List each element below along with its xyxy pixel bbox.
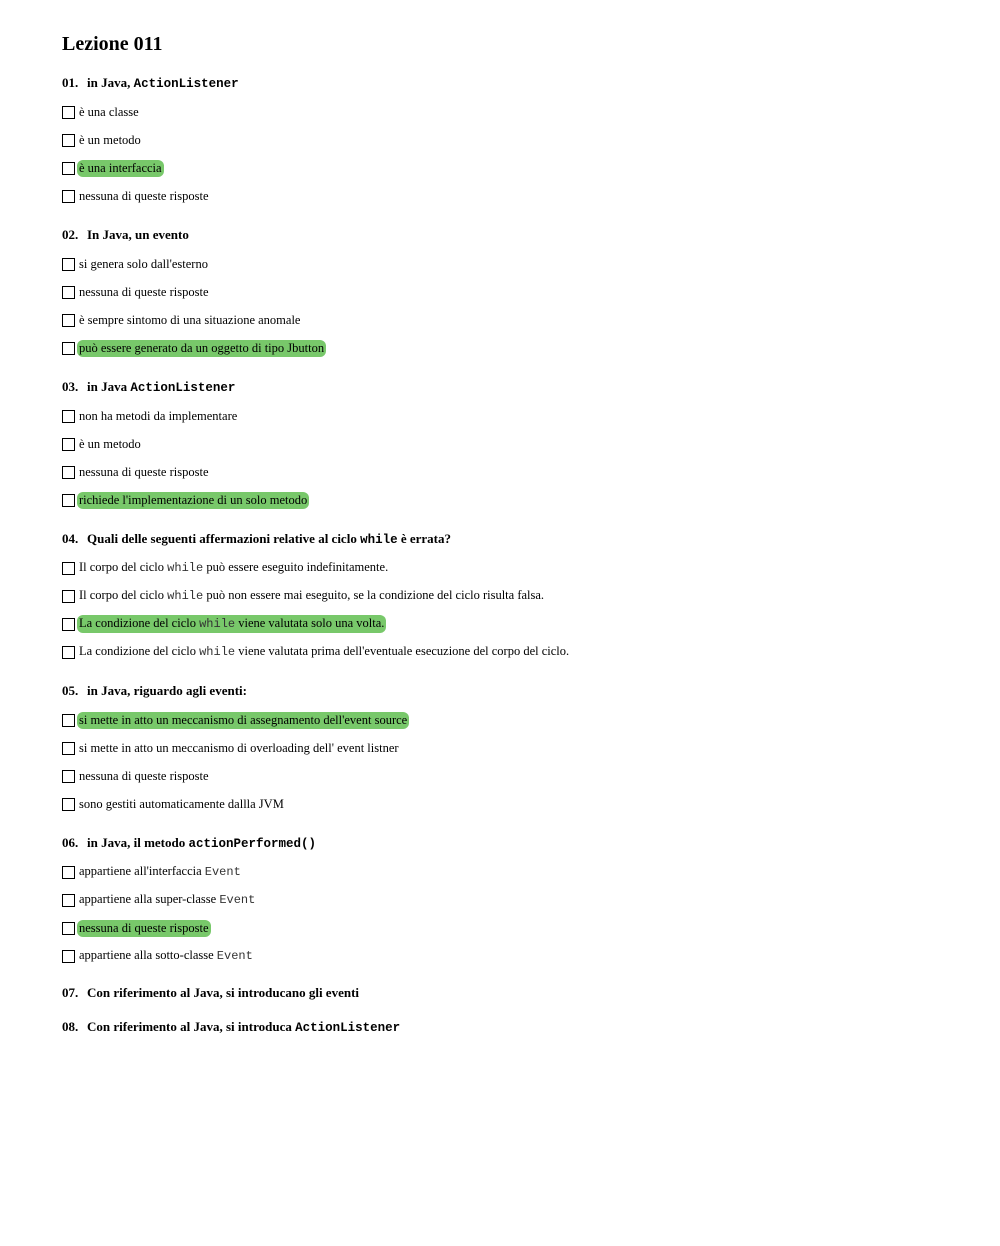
- answer-text: [77, 796, 286, 813]
- answer-options: [62, 98, 962, 210]
- answer-options: [62, 858, 962, 970]
- answer-text: [77, 863, 243, 881]
- answer-checkbox[interactable]: [62, 770, 75, 783]
- answer-checkbox[interactable]: [62, 618, 75, 631]
- question-code: while: [360, 533, 398, 547]
- answer-option[interactable]: [62, 154, 962, 182]
- answer-checkbox[interactable]: [62, 562, 75, 575]
- answer-text-part: si mette in atto un meccanismo di assegnamento dell'event source: [79, 712, 408, 727]
- answer-code: while: [199, 617, 236, 631]
- answer-checkbox[interactable]: [62, 866, 75, 879]
- answer-text: [77, 408, 239, 425]
- answer-option[interactable]: [62, 250, 962, 278]
- answer-code: while: [167, 561, 204, 575]
- correct-answer-text: [77, 492, 309, 509]
- answer-options: [62, 250, 962, 362]
- answer-option[interactable]: [62, 430, 962, 458]
- question-heading: [62, 1016, 962, 1038]
- answer-checkbox[interactable]: [62, 466, 75, 479]
- quiz-page: [62, 30, 962, 1038]
- answer-text: [77, 587, 546, 605]
- answer-checkbox[interactable]: [62, 894, 75, 907]
- answer-text-part: La condizione del ciclo: [79, 644, 200, 658]
- answer-text: [77, 436, 143, 453]
- question-prompt: in Java: [87, 379, 128, 394]
- answer-text-part: nessuna di queste risposte: [79, 768, 209, 783]
- answer-text-part: appartiene alla super-classe: [79, 892, 220, 906]
- answer-code: while: [167, 589, 204, 603]
- question-prompt: in Java,: [87, 75, 131, 90]
- answer-text-part: è una interfaccia: [79, 160, 162, 175]
- question-heading: [62, 72, 962, 94]
- question-prompt: in Java, riguardo agli eventi:: [87, 683, 247, 698]
- answer-text-part: può essere eseguito indefinitamente.: [203, 560, 389, 574]
- answer-text-part: richiede l'implementazione di un solo metodo: [79, 492, 308, 507]
- answer-text-part: sono gestiti automaticamente dallla JVM: [79, 796, 284, 811]
- question-heading: [62, 224, 962, 246]
- question-8: [62, 1016, 962, 1038]
- question-number: 06.: [62, 835, 79, 850]
- question-1: [62, 72, 962, 210]
- answer-option[interactable]: [62, 790, 962, 818]
- answer-option[interactable]: [62, 582, 962, 610]
- question-5: [62, 680, 962, 818]
- answer-checkbox[interactable]: [62, 714, 75, 727]
- answer-checkbox[interactable]: [62, 922, 75, 935]
- answer-checkbox[interactable]: [62, 258, 75, 271]
- question-heading: [62, 680, 962, 702]
- answer-option[interactable]: [62, 734, 962, 762]
- correct-answer-text: [77, 340, 326, 357]
- question-code: ActionListener: [130, 381, 236, 395]
- answer-option[interactable]: [62, 182, 962, 210]
- question-7: [62, 982, 962, 1004]
- answer-text-part: si genera solo dall'esterno: [79, 256, 208, 271]
- answer-checkbox[interactable]: [62, 162, 75, 175]
- answer-text: [77, 312, 302, 329]
- answer-text-part: può non essere mai eseguito, se la condizione del ciclo risulta falsa.: [203, 588, 545, 602]
- answer-text-part: è un metodo: [79, 436, 141, 451]
- answer-text: [77, 104, 141, 121]
- answer-text: [77, 768, 211, 785]
- answer-option[interactable]: [62, 706, 962, 734]
- correct-answer-text: [77, 160, 164, 177]
- answer-text-part: è una classe: [79, 104, 139, 119]
- answer-checkbox[interactable]: [62, 438, 75, 451]
- question-prompt-suffix: è errata?: [400, 531, 452, 546]
- answer-text-part: non ha metodi da implementare: [79, 408, 238, 423]
- answer-text-part: Il corpo del ciclo: [79, 588, 168, 602]
- question-number: 05.: [62, 683, 79, 698]
- question-code: ActionListener: [133, 77, 239, 91]
- answer-option[interactable]: [62, 610, 962, 638]
- answer-text-part: appartiene all'interfaccia: [79, 864, 205, 878]
- correct-answer-text: [77, 615, 386, 633]
- answer-option[interactable]: [62, 334, 962, 362]
- answer-text-part: è sempre sintomo di una situazione anomale: [79, 312, 301, 327]
- answer-option[interactable]: [62, 914, 962, 942]
- answer-text: [77, 188, 211, 205]
- answer-text-part: è un metodo: [79, 132, 141, 147]
- question-code: actionPerformed(): [188, 837, 317, 851]
- answer-option[interactable]: [62, 306, 962, 334]
- answer-text-part: viene valutata solo una volta.: [235, 616, 385, 630]
- question-heading: [62, 832, 962, 854]
- lesson-title: Lezione 011: [62, 33, 163, 55]
- question-2: [62, 224, 962, 362]
- answer-option[interactable]: [62, 486, 962, 514]
- question-number: 04.: [62, 531, 79, 546]
- question-number: 08.: [62, 1019, 79, 1034]
- question-prompt: in Java, il metodo: [87, 835, 186, 850]
- question-heading: [62, 376, 962, 398]
- answer-text: [77, 740, 401, 757]
- answer-text-part: nessuna di queste risposte: [79, 464, 209, 479]
- answer-checkbox[interactable]: [62, 410, 75, 423]
- answer-text: [77, 559, 390, 577]
- question-4: [62, 528, 962, 666]
- answer-text-part: La condizione del ciclo: [79, 616, 200, 630]
- correct-answer-text: [77, 712, 409, 729]
- answer-option[interactable]: [62, 458, 962, 486]
- question-prompt: Con riferimento al Java, si introduca: [87, 1019, 292, 1034]
- question-number: 02.: [62, 227, 79, 242]
- answer-text-part: appartiene alla sotto-classe: [79, 948, 217, 962]
- question-number: 03.: [62, 379, 79, 394]
- answer-checkbox[interactable]: [62, 798, 75, 811]
- answer-option[interactable]: [62, 554, 962, 582]
- answer-checkbox[interactable]: [62, 314, 75, 327]
- answer-option[interactable]: [62, 858, 962, 886]
- question-number: 01.: [62, 75, 79, 90]
- question-code: ActionListener: [295, 1021, 401, 1035]
- answer-code: Event: [219, 893, 256, 907]
- answer-checkbox[interactable]: [62, 134, 75, 147]
- answer-options: [62, 402, 962, 514]
- answer-checkbox[interactable]: [62, 342, 75, 355]
- answer-text: [77, 947, 255, 965]
- answer-checkbox[interactable]: [62, 190, 75, 203]
- correct-answer-text: [77, 920, 211, 937]
- question-prompt: Con riferimento al Java, si introducano gli eventi: [87, 985, 360, 1000]
- answer-checkbox[interactable]: [62, 286, 75, 299]
- answer-code: Event: [216, 949, 253, 963]
- question-prompt: In Java, un evento: [87, 227, 189, 242]
- answer-text-part: può essere generato da un oggetto di tipo Jbutton: [79, 340, 325, 355]
- answer-option[interactable]: [62, 886, 962, 914]
- answer-option[interactable]: [62, 762, 962, 790]
- answer-text-part: nessuna di queste risposte: [79, 188, 209, 203]
- question-number: 07.: [62, 985, 79, 1000]
- answer-code: while: [199, 645, 236, 659]
- question-6: [62, 832, 962, 970]
- answer-checkbox[interactable]: [62, 494, 75, 507]
- answer-text-part: si mette in atto un meccanismo di overloading dell' event listner: [79, 740, 399, 755]
- answer-checkbox[interactable]: [62, 950, 75, 963]
- answer-option[interactable]: [62, 126, 962, 154]
- answer-checkbox[interactable]: [62, 106, 75, 119]
- answer-text: [77, 643, 571, 661]
- answer-option[interactable]: [62, 278, 962, 306]
- answer-options: [62, 554, 962, 666]
- question-prompt: Quali delle seguenti affermazioni relative al ciclo: [87, 531, 357, 546]
- question-3: [62, 376, 962, 514]
- answer-text-part: nessuna di queste risposte: [79, 920, 209, 935]
- answer-checkbox[interactable]: [62, 590, 75, 603]
- answer-checkbox[interactable]: [62, 742, 75, 755]
- answer-checkbox[interactable]: [62, 646, 75, 659]
- answer-options: [62, 706, 962, 818]
- answer-text: [77, 132, 143, 149]
- answer-text: [77, 464, 211, 481]
- question-heading: [62, 982, 962, 1004]
- answer-text-part: nessuna di queste risposte: [79, 284, 209, 299]
- question-list: [62, 72, 962, 1038]
- question-heading: [62, 528, 962, 550]
- answer-text: [77, 256, 210, 273]
- answer-text: [77, 891, 257, 909]
- answer-text-part: viene valutata prima dell'eventuale esecuzione del corpo del ciclo.: [235, 644, 570, 658]
- answer-option[interactable]: [62, 942, 962, 970]
- answer-code: Event: [204, 865, 241, 879]
- answer-option[interactable]: [62, 98, 962, 126]
- answer-option[interactable]: [62, 402, 962, 430]
- answer-text: [77, 284, 211, 301]
- answer-option[interactable]: [62, 638, 962, 666]
- answer-text-part: Il corpo del ciclo: [79, 560, 168, 574]
